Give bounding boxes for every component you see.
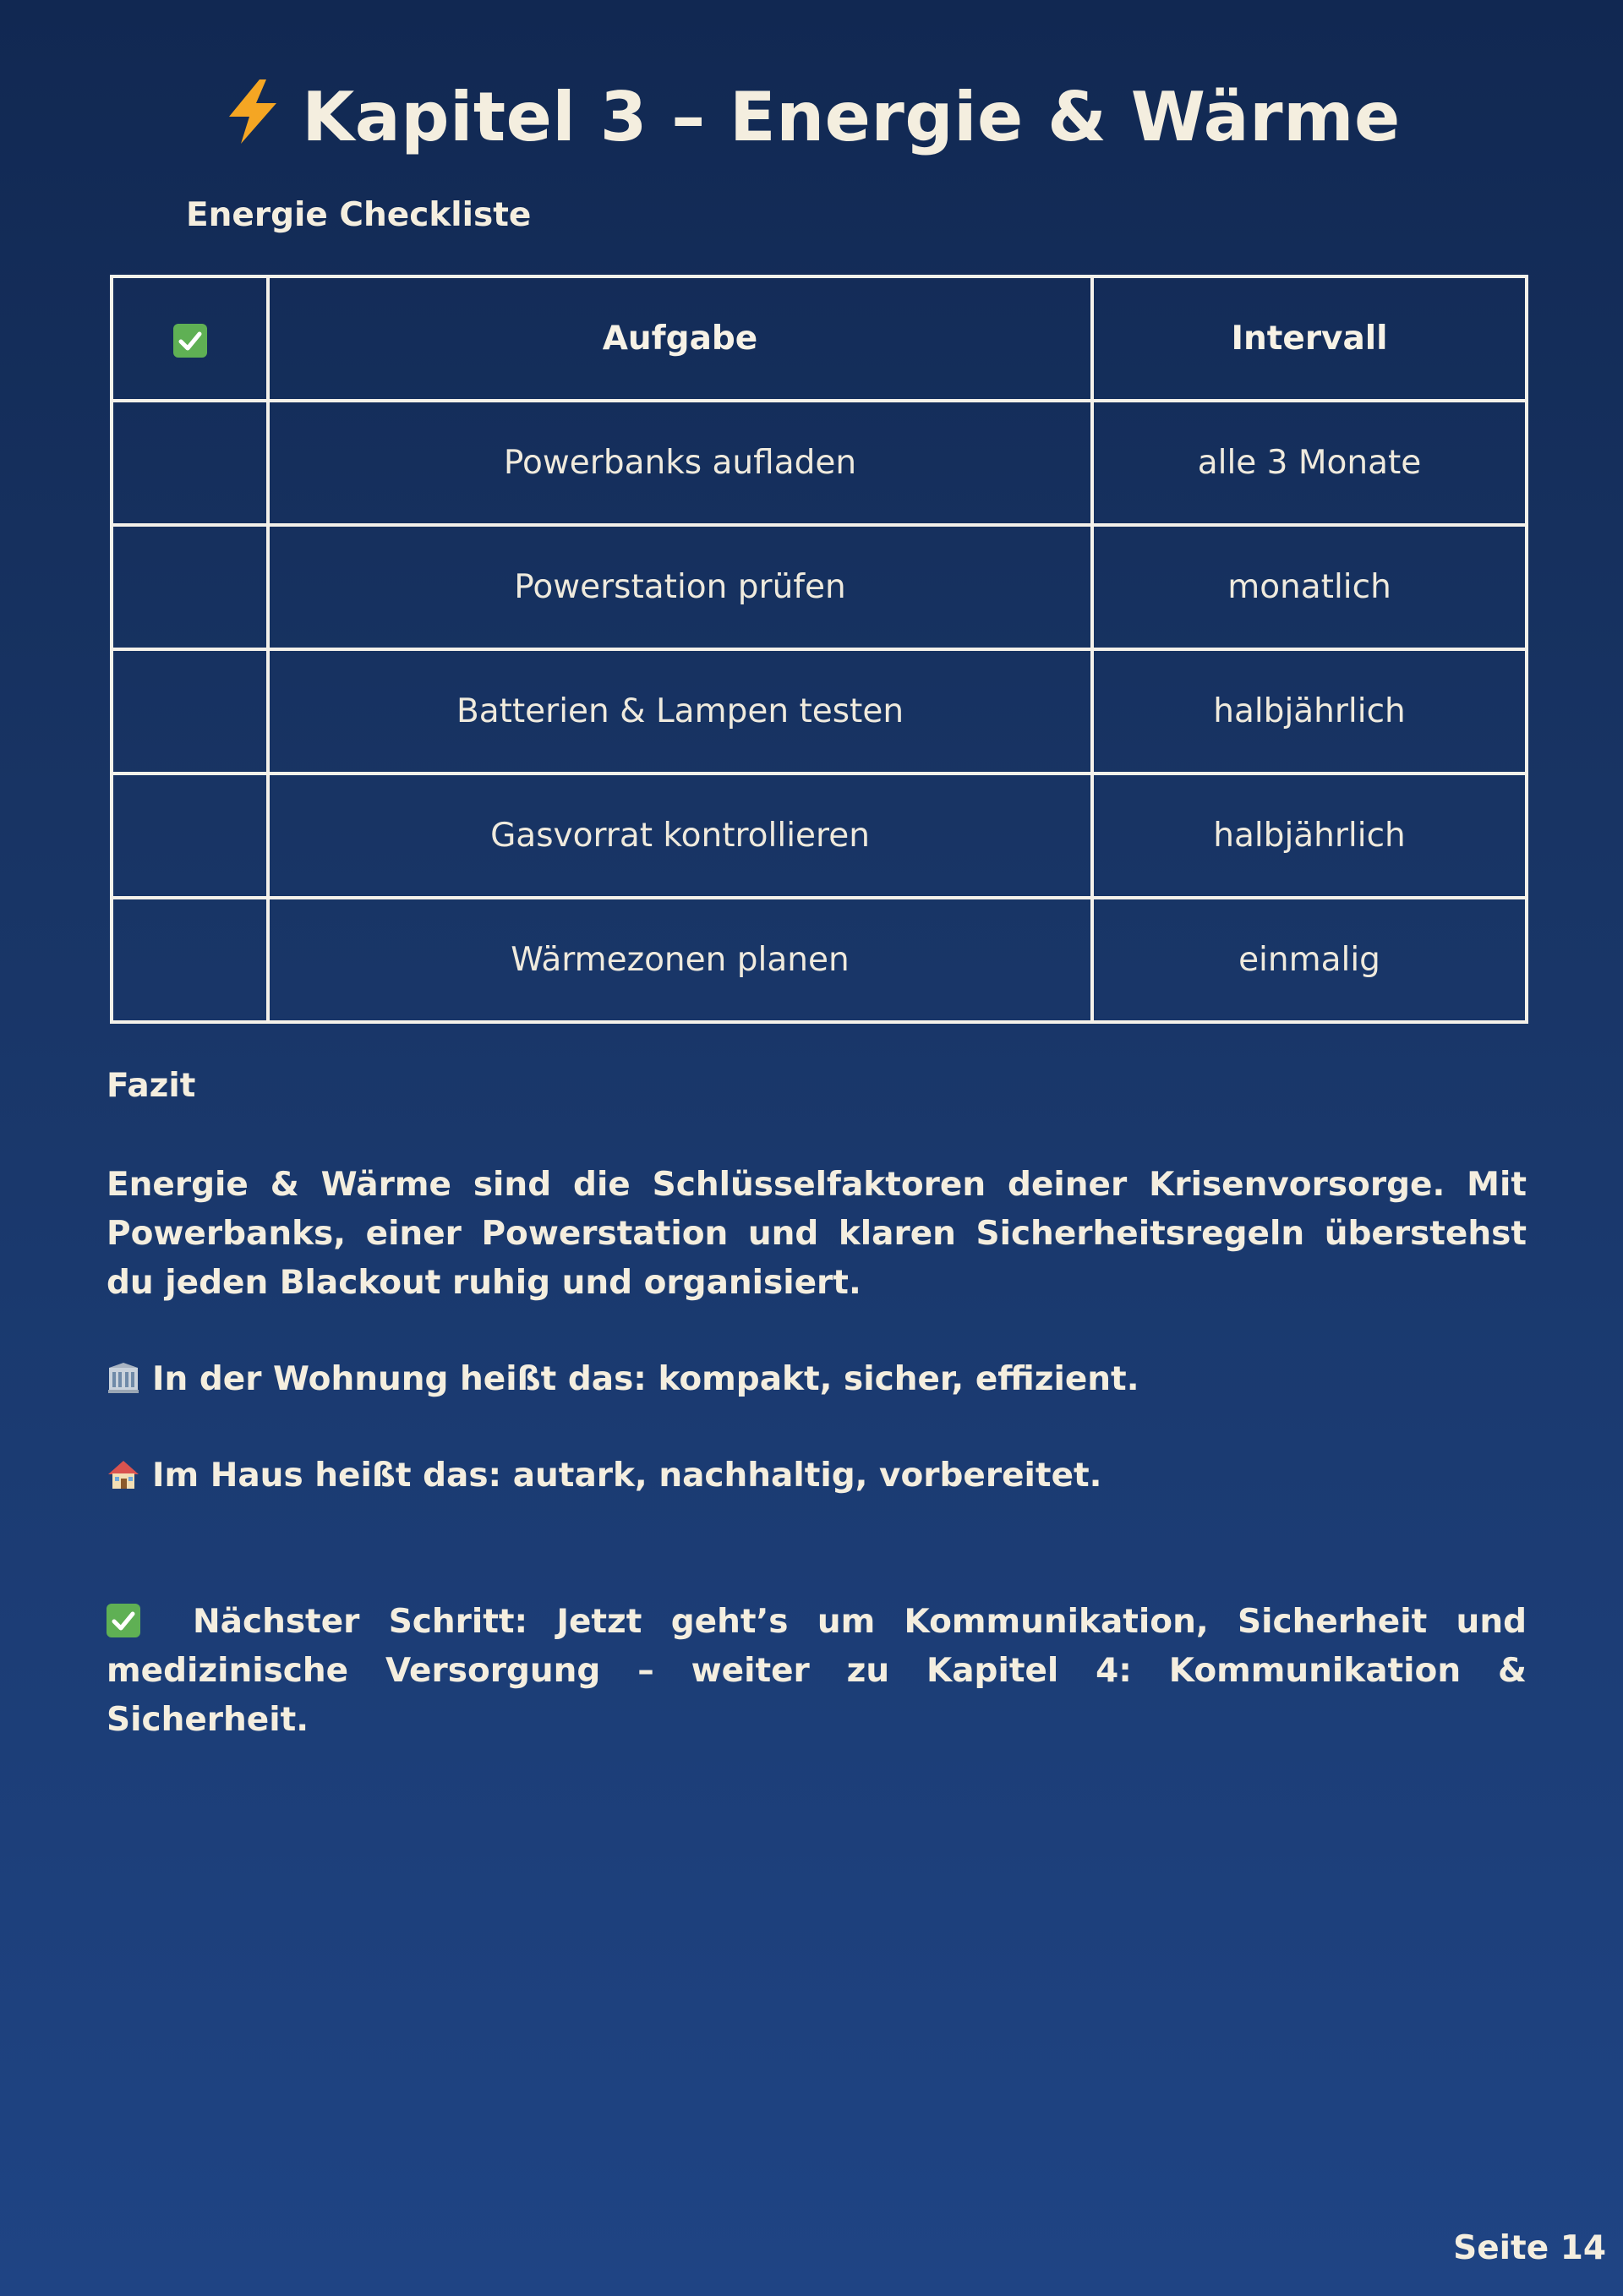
row-interval: einmalig (1092, 898, 1527, 1022)
row-task: Gasvorrat kontrollieren (268, 774, 1092, 898)
house-icon (107, 1457, 140, 1490)
row-interval: halbjährlich (1092, 774, 1527, 898)
energy-checklist-table (110, 275, 1528, 1024)
table-row (112, 649, 1527, 774)
table-row (112, 525, 1527, 649)
row-task: Batterien & Lampen testen (268, 649, 1092, 774)
house-text: Im Haus heißt das: autark, nachhaltig, vorbereitet. (152, 1457, 1102, 1495)
check-box-icon (173, 324, 207, 358)
header-check-cell (112, 276, 268, 401)
row-checkbox-cell[interactable] (112, 401, 268, 525)
house-line (107, 1451, 1527, 1501)
row-checkbox-cell[interactable] (112, 649, 268, 774)
row-task: Powerbanks aufladen (268, 401, 1092, 525)
row-task: Powerstation prüfen (268, 525, 1092, 649)
row-checkbox-cell[interactable] (112, 774, 268, 898)
table-header-row (112, 276, 1527, 401)
fazit-paragraph: Energie & Wärme sind die Schlüsselfaktoren deiner Krisenvorsorge. Mit Powerbanks, einer Powerstation und klaren Sicherheitsregeln überstehst du jeden Blackout ruhig und organisiert. (107, 1166, 1527, 1302)
row-interval: alle 3 Monate (1092, 401, 1527, 525)
check-mark-icon (107, 1604, 140, 1637)
header-task: Aufgabe (268, 276, 1092, 401)
row-task: Wärmezonen planen (268, 898, 1092, 1022)
apartment-building-icon (107, 1360, 140, 1394)
apartment-text: In der Wohnung heißt das: kompakt, sicher, effizient. (152, 1360, 1139, 1398)
lightning-bolt-icon (222, 78, 283, 161)
row-checkbox-cell[interactable] (112, 525, 268, 649)
header-interval: Intervall (1092, 276, 1527, 401)
page-title-text: Kapitel 3 – Energie & Wärme (302, 78, 1401, 156)
next-step-paragraph (107, 1598, 1527, 1745)
table-row (112, 401, 1527, 525)
page-title (0, 78, 1623, 161)
section-subtitle: Energie Checkliste (186, 196, 532, 234)
apartment-line (107, 1355, 1527, 1404)
row-interval: monatlich (1092, 525, 1527, 649)
table-row (112, 898, 1527, 1022)
row-interval: halbjährlich (1092, 649, 1527, 774)
next-step-text: Nächster Schritt: Jetzt geht’s um Kommunikation, Sicherheit und medizinische Versorgung – weiter zu Kapitel 4: Kommunikation & Sicherheit. (107, 1603, 1527, 1739)
row-checkbox-cell[interactable] (112, 898, 268, 1022)
fazit-heading: Fazit (107, 1067, 196, 1105)
page-number: Seite 14 (1453, 2229, 1606, 2267)
table-row (112, 774, 1527, 898)
